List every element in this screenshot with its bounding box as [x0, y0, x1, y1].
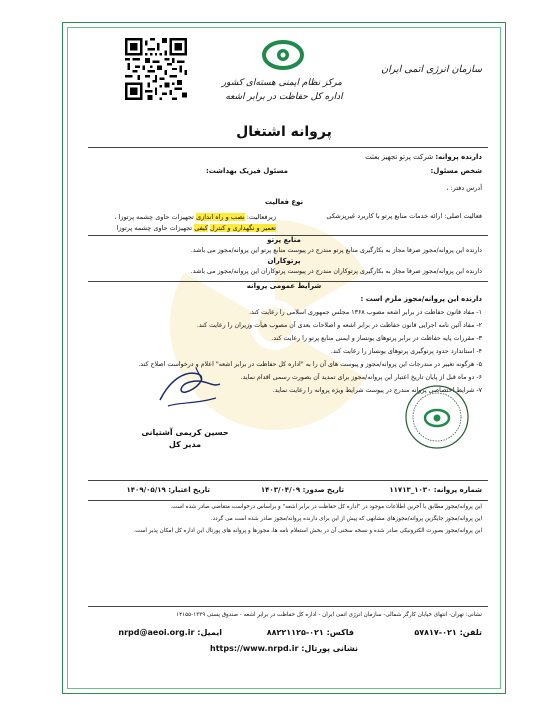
sub-activity-install: نصب و راه اندازی [196, 213, 245, 221]
nuclear-safety-logo-icon [262, 34, 304, 76]
physics-officer-label: مسئول فیزیک بهداشت: [205, 167, 288, 175]
main-activity-value: ارائه خدمات منابع پرتو با کاربرد غیرپزشکی [326, 212, 443, 220]
valid-until: تاریخ اعتبار: ۱۴۰۹/۰۵/۱۹ [126, 486, 210, 494]
officer-label: شخص مسئول: [430, 167, 482, 175]
contact-phone: تلفن: ۰۲۱-۵۷۸۱۷ [414, 628, 482, 637]
condition-item: ۵- هرگونه تغییر در مندرجات این پروانه/مجوز و پیوست های آن را به "اداره کل حفاظت در برابر اشعه" اعلام و درخواست اصلاح کند. [138, 361, 482, 368]
holder-value: شرکت پرتو تجهیز بعثت [365, 153, 434, 161]
meta-divider-top [88, 480, 488, 481]
workers-text: دارنده این پروانه/مجوز صرفا مجاز به بکارگیری پرتوکاران مندرج در پیوست پرتوکاران این پروانه/مجوز می باشد. [190, 268, 482, 275]
condition-item: ۳- مقررات پایه حفاظت در برابر پرتوهای یونساز و ایمنی منابع پرتو را رعایت کند. [271, 335, 482, 342]
main-activity-row [290, 212, 482, 220]
note-item: این پروانه/مجوز مطابق با آخرین اطلاعات موجود در "اداره کل حفاظت در برابر اشعه" و براساس درخواست متقاضی صادر شده است. [170, 504, 482, 510]
doc-title: پروانه اشتغال [236, 124, 332, 140]
workers-heading: پرتوکاران [267, 257, 301, 265]
contact-portal: نشانی پورتال: https://www.nrpd.ir [210, 644, 358, 653]
activity-heading: نوع فعالیت [264, 198, 304, 206]
contact-divider [88, 606, 488, 607]
official-stamp-icon [404, 384, 470, 450]
condition-item: ۲- مفاد آئین نامه اجرایی قانون حفاظت در برابر اشعه و اصلاحات بعدی آن مصوب هیأت وزیران را رعایت کند. [196, 322, 482, 329]
note-item: این پروانه/مجوز جایگزین پروانه/مجوزهای مشابهی که پیش از این برای دارنده پروانه/مجوز صادر شده است می گردد. [210, 516, 482, 522]
sub-activity-row [100, 212, 276, 234]
qr-code-icon [125, 38, 187, 100]
condition-item: ۱- مفاد قانون حفاظت در برابر اشعه مصوب ۱۳۶۸ مجلس جمهوری اسلامی را رعایت کند. [248, 309, 482, 316]
sub-activity-qc: کیفی [194, 224, 208, 232]
condition-item: ۷- شرایط اختصاصی پروانه مندرج در پیوست شرایط ویژه پروانه را رعایت نماید. [272, 387, 482, 394]
sources-heading: منابع پرتو [267, 236, 301, 244]
sub-activity-label: زیرفعالیت: [246, 213, 276, 221]
contact-address: نشانی: تهران- انتهای خیابان کارگر شمالی- سازمان انرژی اتمی ایران - اداره کل حفاظت در برابر اشعه - صندوق پستی ۱۳۳۹-۱۴۱۵۵ [176, 612, 482, 618]
sub-activity-repair: تعمیر و نگهداری و کنترل [210, 224, 276, 232]
sources-text: دارنده این پروانه/مجوز صرفا مجاز به بکارگیری منابع پرتو مندرج در پیوست منابع پرتو این پروانه/مجوز می باشد. [190, 247, 482, 254]
meta-divider-bottom [88, 500, 488, 501]
signature-icon [150, 360, 230, 415]
title-divider [88, 147, 488, 148]
holder-row [250, 153, 482, 161]
main-activity-label: فعالیت اصلی: [444, 212, 482, 220]
signer-name: حسین کریمی آشتیانی [141, 428, 229, 437]
sub-activity-equip1: تجهیزات حاوی چشمه پرتوزا ، [114, 213, 194, 221]
note-item: این پروانه/مجوز بصورت الکترونیکی صادر شده و نسخه سخنی آن در بخش استعلام نامه ها، مجوزها و پروانه های پورتال این اداره کل امکان پذیر است. [133, 528, 482, 534]
conditions-intro: دارنده این پروانه/مجوز ملزم است : [360, 295, 482, 303]
license-number: شماره پروانه: ۱۰۳۰_۱۱۷۱۳ [389, 486, 482, 494]
issue-date: تاریخ صدور: ۱۴۰۳/۰۴/۰۹ [260, 486, 344, 494]
sub-activity-equip2: تجهیزات حاوی چشمه پرتوزا [116, 224, 193, 232]
org-name: سازمان انرژی اتمی ایران [381, 64, 482, 75]
contact-email: ایمیل: nrpd@aeoi.org.ir [118, 628, 222, 637]
office-address: آدرس دفتر: ، [446, 184, 482, 192]
conditions-heading: شرایط عمومی پروانه [246, 282, 322, 290]
signer-title: مدیر کل [168, 440, 202, 449]
condition-item: ۶- دو ماه قبل از پایان تاریخ اعتبار این پروانه/مجوز برای تمدید آن بصورت رسمی اقدام نماید. [240, 374, 482, 381]
center-line2: اداره کل حفاظت در برابر اشعه [225, 92, 343, 102]
condition-item: ۴- استاندارد حدود پرتوگیری پرتوهای یونساز را رعایت کند. [330, 348, 482, 355]
holder-label: دارنده پروانه: [435, 153, 482, 161]
contact-fax: فاکس: ۰۲۱-۸۸۲۲۱۱۲۵ [266, 628, 354, 637]
center-line1: مرکز نظام ایمنی هسته‌ای کشور [221, 78, 342, 88]
